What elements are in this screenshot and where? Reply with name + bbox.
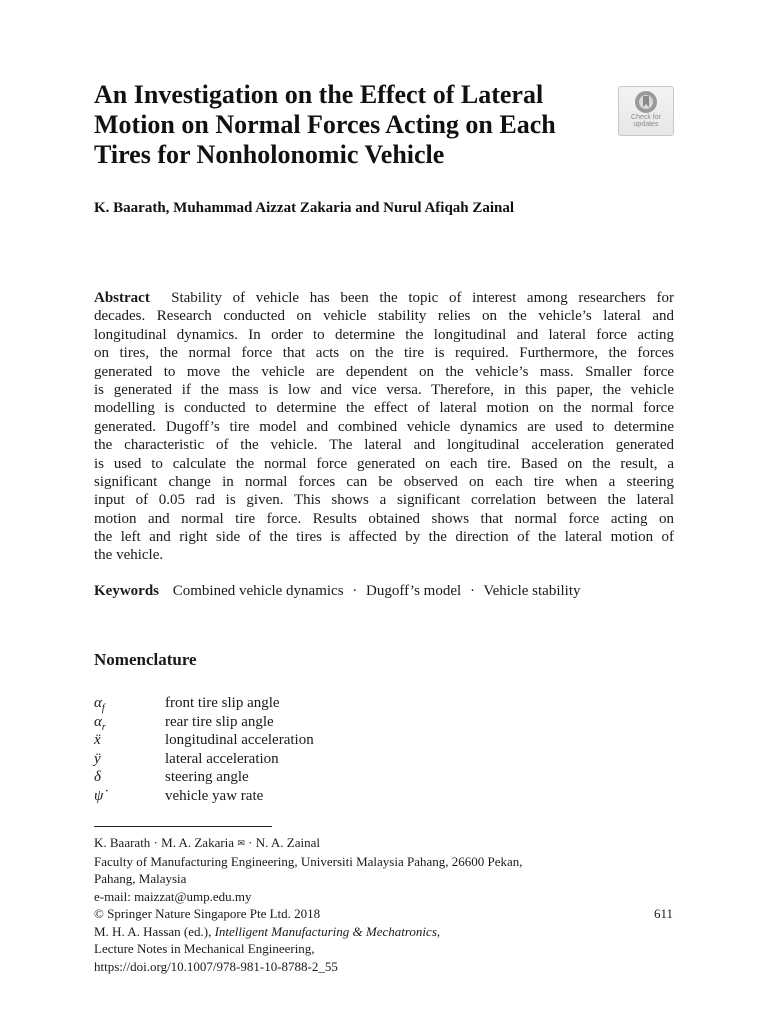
nomenclature-symbol: $\alpha_f$ bbox=[94, 695, 105, 714]
nomenclature-definition: longitudinal acceleration bbox=[165, 732, 314, 748]
nomenclature-symbol: ẍ bbox=[94, 732, 101, 748]
affiliation-authors: K. Baarath · M. A. Zakaria ✉ · N. A. Zainal bbox=[94, 834, 523, 853]
doi-link[interactable]: https://doi.org/10.1007/978-981-10-8788-2_55 bbox=[94, 958, 338, 974]
abstract-line: the left and right side of the tires is affected by the direction of the lateral motion of bbox=[94, 529, 674, 546]
nomenclature-list bbox=[94, 694, 494, 805]
check-for-updates-badge[interactable] bbox=[618, 86, 674, 136]
paper-title bbox=[94, 80, 614, 170]
nomenclature-item bbox=[94, 768, 494, 787]
nomenclature-definition: vehicle yaw rate bbox=[165, 787, 264, 804]
badge-text-line2: updates bbox=[633, 121, 659, 128]
abstract-line: significant change in normal forces can be observed on each tire when a steering bbox=[94, 473, 674, 490]
keyword: Vehicle stability bbox=[483, 583, 581, 599]
nomenclature-definition: steering angle bbox=[165, 769, 249, 785]
abstract-line: generated to move the vehicle are dependent on the vehicle’s mass. Smaller force bbox=[94, 363, 674, 380]
check-for-updates-icon bbox=[634, 90, 658, 114]
nomenclature-heading: Nomenclature bbox=[94, 650, 197, 669]
copyright-block bbox=[94, 905, 440, 975]
affiliation-institution: Faculty of Manufacturing Engineering, Universiti Malaysia Pahang, 26600 Pekan, bbox=[94, 853, 523, 869]
abstract-line: motion and normal tire force. Results obtained shows that normal force acting on bbox=[94, 510, 674, 527]
nomenclature-symbol: $\alpha_r$ bbox=[94, 713, 106, 733]
nomenclature-definition: rear tire slip angle bbox=[165, 713, 274, 730]
nomenclature-item bbox=[94, 731, 494, 750]
nomenclature-item bbox=[94, 750, 494, 769]
abstract bbox=[94, 289, 674, 565]
abstract-line: longitudinal dynamics. In order to determine the longitudinal and lateral force acting bbox=[94, 326, 674, 343]
page-number: 611 bbox=[653, 906, 673, 921]
series-name: Lecture Notes in Mechanical Engineering, bbox=[94, 941, 315, 956]
author-list: K. Baarath, Muhammad Aizzat Zakaria and Nurul Afiqah Zainal bbox=[94, 200, 515, 216]
abstract-line: input of 0.05 rad is given. This shows a significant correlation between the lateral bbox=[94, 492, 674, 509]
footnote-divider bbox=[94, 826, 272, 827]
nomenclature-definition: lateral acceleration bbox=[165, 750, 279, 767]
nomenclature-symbol: δ bbox=[94, 769, 101, 785]
keyword: Dugoff’s model bbox=[366, 583, 462, 599]
book-citation: M. H. A. Hassan (ed.), Intelligent Manufacturing & Mechatronics, bbox=[94, 923, 441, 939]
abstract-line: is generated if the mass is low and vice versa. Therefore, in this paper, the vehicle bbox=[94, 381, 674, 398]
abstract-line: decades. Research conducted on vehicle stability relies on the vehicle’s lateral and bbox=[94, 308, 674, 325]
keyword: Combined vehicle dynamics bbox=[172, 583, 344, 599]
keywords-label: Keywords bbox=[94, 583, 159, 599]
keywords bbox=[94, 583, 580, 600]
abstract-line: modelling is conducted to determine the effect of lateral motion on the normal force bbox=[94, 400, 674, 417]
title-line: Tires for Nonholonomic Vehicle bbox=[94, 140, 445, 169]
keyword-separator: · bbox=[352, 583, 358, 599]
nomenclature-item bbox=[94, 694, 494, 713]
abstract-line: generated. Dugoff’s tire model and combined vehicle dynamics are used to determine bbox=[94, 418, 674, 435]
abstract-line: Abstract Stability of vehicle has been the topic of interest among researchers for bbox=[94, 290, 674, 306]
title-line: Motion on Normal Forces Acting on Each bbox=[94, 110, 556, 139]
title-line: An Investigation on the Effect of Lateral bbox=[94, 80, 544, 109]
nomenclature-symbol: ψ̇ bbox=[94, 787, 104, 804]
abstract-line: is used to calculate the normal force generated on each tire. Based on the result, a bbox=[94, 455, 674, 472]
affiliation-location: Pahang, Malaysia bbox=[94, 871, 187, 886]
nomenclature-item bbox=[94, 787, 494, 806]
nomenclature-definition: front tire slip angle bbox=[165, 695, 280, 711]
keyword-separator: · bbox=[469, 583, 475, 599]
abstract-label: Abstract bbox=[94, 290, 150, 306]
affiliation-email[interactable]: e-mail: maizzat@ump.edu.my bbox=[94, 888, 252, 904]
nomenclature-item bbox=[94, 713, 494, 732]
badge-text-line1: Check for bbox=[631, 114, 661, 121]
copyright-line: © Springer Nature Singapore Pte Ltd. 2018 bbox=[94, 906, 321, 921]
abstract-line: the characteristic of the vehicle. The lateral and longitudinal acceleration generated bbox=[94, 437, 674, 454]
abstract-line: the vehicle. bbox=[94, 547, 164, 564]
envelope-icon: ✉ bbox=[237, 838, 245, 848]
nomenclature-symbol: ÿ bbox=[94, 750, 101, 767]
author-affiliation bbox=[94, 834, 523, 905]
abstract-line: on tires, the normal force that acts on the tire is required. Furthermore, the forces bbox=[94, 345, 674, 362]
